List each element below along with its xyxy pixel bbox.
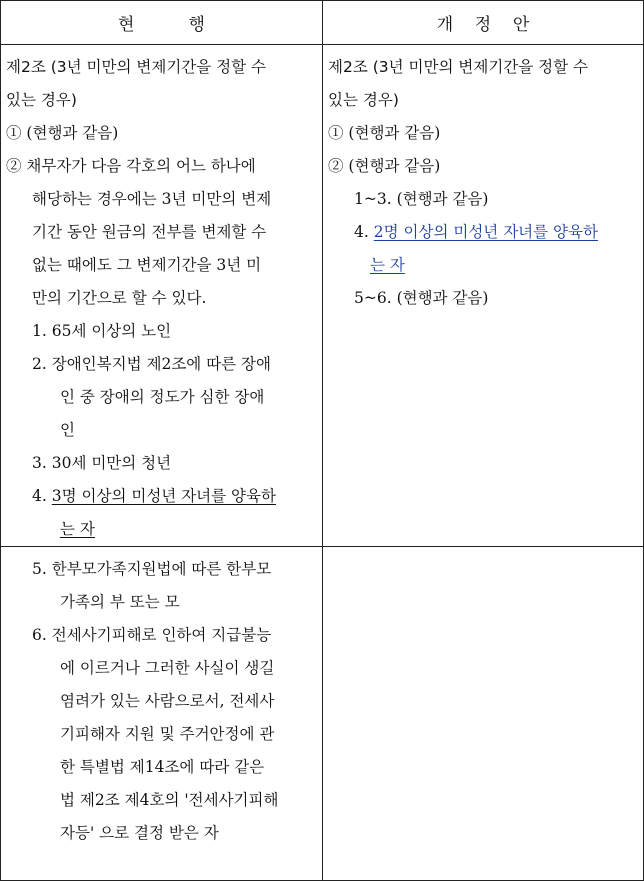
content-row-2 xyxy=(1,547,644,881)
current-item5-line: 5. 한부모가족지원법에 따른 한부모 xyxy=(32,560,272,578)
current-para2-line: 없는 때에도 그 변제기간을 3년 미 xyxy=(32,256,262,274)
amended-items-1-3: 1~3. (현행과 같음) xyxy=(354,190,489,208)
amended-title-line1: 제2조 (3년 미만의 변제기간을 정할 수 xyxy=(328,58,589,76)
current-title-line1: 제2조 (3년 미만의 변제기간을 정할 수 xyxy=(6,58,267,76)
amended-item4-text: 2명 이상의 미성년 자녀를 양육하 xyxy=(373,223,598,241)
current-item4-text: 3명 이상의 미성년 자녀를 양육하 xyxy=(51,487,276,505)
current-para2-line: ② 채무자가 다음 각호의 어느 하나에 xyxy=(6,157,256,175)
current-item2-line: 2. 장애인복지법 제2조에 따른 장애 xyxy=(32,355,272,373)
current-item6-line: 기피해자 지원 및 주거안정에 관 xyxy=(60,725,275,743)
header-amended xyxy=(323,1,644,45)
amended-items-5-6: 5~6. (현행과 같음) xyxy=(354,289,489,307)
current-title-line2: 있는 경우) xyxy=(6,91,77,109)
current-para2-line: 만의 기간으로 할 수 있다. xyxy=(32,289,207,307)
header-amended-label: 개 정 안 xyxy=(436,15,530,35)
current-item1: 1. 65세 이상의 노인 xyxy=(32,322,172,340)
amended-item4-line2 xyxy=(328,249,640,282)
current-para2-line: 기간 동안 원금의 전부를 변제할 수 xyxy=(32,223,267,241)
current-item6-line: 한 특별법 제14조에 따라 같은 xyxy=(60,758,265,776)
amended-para2: ② (현행과 같음) xyxy=(328,157,441,175)
amended-item4-num: 4. xyxy=(354,223,369,241)
header-row xyxy=(1,1,644,45)
current-item4-text-cont: 는 자 xyxy=(60,520,95,538)
current-para2-line: 해당하는 경우에는 3년 미만의 변제 xyxy=(32,190,272,208)
current-para1: ① (현행과 같음) xyxy=(6,124,119,142)
current-item2-line: 인 xyxy=(60,421,75,439)
amended-cell-1 xyxy=(323,45,644,547)
current-item3: 3. 30세 미만의 청년 xyxy=(32,454,172,472)
current-item6-line: 염려가 있는 사람으로서, 전세사 xyxy=(60,692,275,710)
header-current xyxy=(1,1,323,45)
current-item4-num: 4. xyxy=(32,487,47,505)
current-item6-line: 자등' 으로 결정 받은 자 xyxy=(60,824,219,842)
amended-item4-text-cont: 는 자 xyxy=(370,256,405,274)
content-row-1 xyxy=(1,45,644,547)
current-cell-2 xyxy=(1,547,323,881)
current-item2-line: 인 중 장애의 정도가 심한 장애 xyxy=(60,388,265,406)
amended-para1: ① (현행과 같음) xyxy=(328,124,441,142)
amended-cell-2 xyxy=(323,547,644,881)
current-item6-line: 법 제2조 제4호의 '전세사기피해 xyxy=(60,791,279,809)
header-current-label: 현 행 xyxy=(118,15,205,35)
amended-title-line2: 있는 경우) xyxy=(328,91,399,109)
current-cell-1 xyxy=(1,45,323,547)
current-item6-line: 에 이르거나 그러한 사실이 생길 xyxy=(60,659,275,677)
current-item5-line: 가족의 부 또는 모 xyxy=(60,593,180,611)
current-item6-line: 6. 전세사기피해로 인하여 지급불능 xyxy=(32,626,272,644)
current-item4-line2 xyxy=(6,513,319,546)
current-item4-line1 xyxy=(6,480,319,513)
amended-item4-line1 xyxy=(328,216,640,249)
